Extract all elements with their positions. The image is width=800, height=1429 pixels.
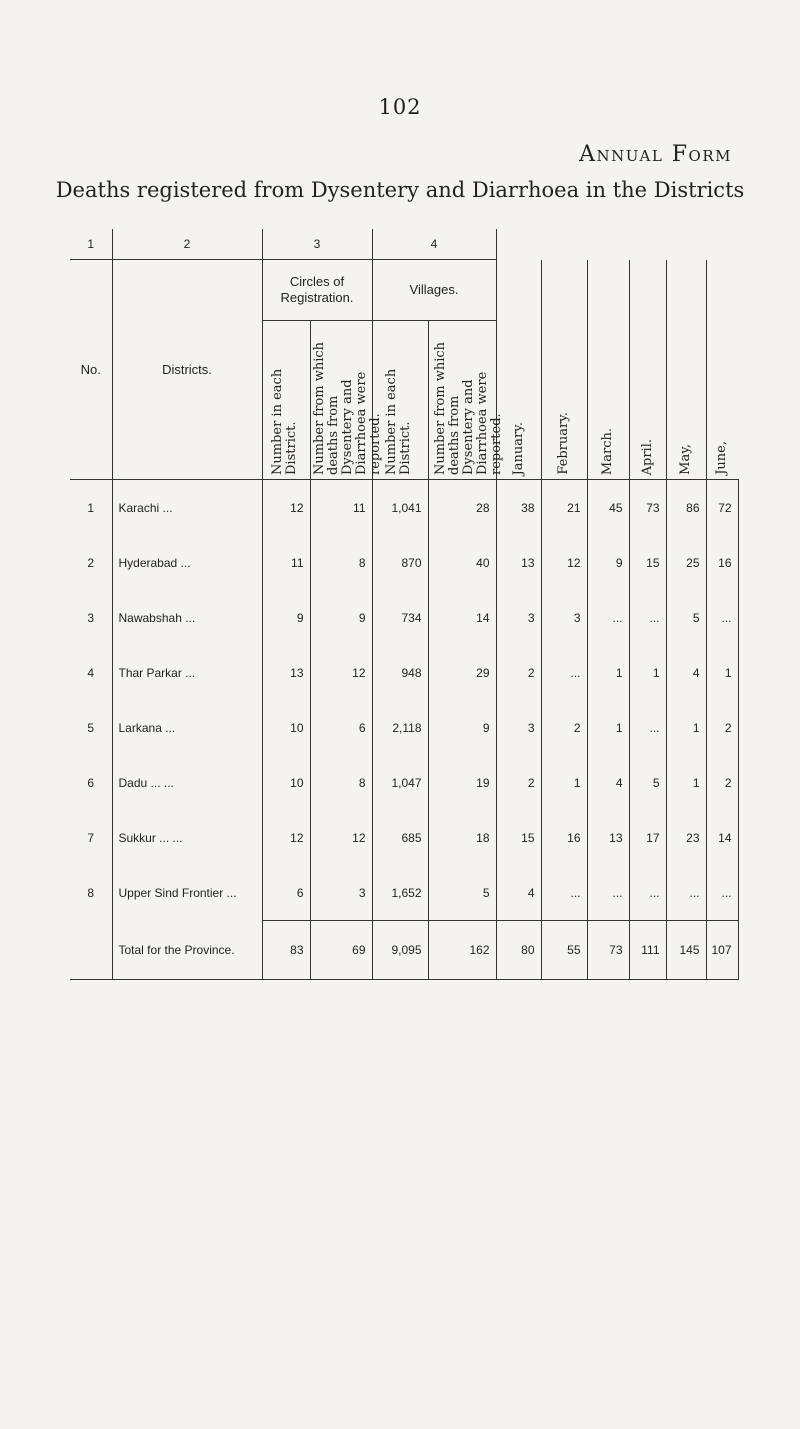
circles-group-header: Circles of Registration. <box>262 260 372 321</box>
table-cell: 12 <box>262 480 310 536</box>
month-cell: 4 <box>496 865 541 921</box>
month-cell: ... <box>706 865 738 921</box>
month-cell: 1 <box>541 755 587 810</box>
row-number: 7 <box>87 830 95 845</box>
month-cell: 25 <box>666 535 706 590</box>
month-cell: ... <box>541 645 587 700</box>
table-cell: 9 <box>428 700 496 755</box>
month-cell: 17 <box>629 810 666 865</box>
month-cell: 16 <box>541 810 587 865</box>
district-name: Nawabshah ... <box>112 590 262 645</box>
form-title: Annual Form <box>579 142 732 167</box>
table-row <box>70 535 738 590</box>
page-number: 102 <box>378 95 422 119</box>
month-cell: 9 <box>587 535 629 590</box>
table-cell: 18 <box>428 810 496 865</box>
month-cell: ... <box>541 865 587 921</box>
table-row <box>70 700 738 755</box>
table-cell: 6 <box>262 865 310 921</box>
month-cell: ... <box>629 700 666 755</box>
table-cell: 3 <box>310 865 372 921</box>
row-number: 5 <box>87 720 95 735</box>
month-cell: 3 <box>496 590 541 645</box>
month-cell: 2 <box>706 755 738 810</box>
circles-reported-header: Number from which deaths from Dysentery and Diarrhoea were reported. <box>312 341 383 475</box>
table-cell: 6 <box>310 700 372 755</box>
total-cell: 111 <box>629 921 666 980</box>
total-cell: 83 <box>262 921 310 980</box>
districts-header: Districts. <box>112 260 262 480</box>
row-number: 4 <box>87 665 95 680</box>
no-header: No. <box>70 260 112 480</box>
table-row <box>70 810 738 865</box>
table-cell: 1,047 <box>372 755 428 810</box>
total-cell: 80 <box>496 921 541 980</box>
district-name: Dadu ... ... <box>112 755 262 810</box>
table-cell: 1,041 <box>372 480 428 536</box>
month-cell: 1 <box>706 645 738 700</box>
table-cell: 14 <box>428 590 496 645</box>
month-cell: 1 <box>587 700 629 755</box>
total-cell: 9,095 <box>372 921 428 980</box>
month-cell: 1 <box>666 700 706 755</box>
month-cell: ... <box>629 590 666 645</box>
column-number: 1 <box>70 229 112 260</box>
villages-group-header: Villages. <box>372 260 496 321</box>
month-header: March. <box>600 427 615 475</box>
month-cell: ... <box>587 865 629 921</box>
table-row <box>70 590 738 645</box>
villages-reported-header: Number from which deaths from Dysentery and Diarrhoea were reported. <box>433 341 504 475</box>
column-number: 2 <box>112 229 262 260</box>
total-row <box>70 921 738 980</box>
month-header: January. <box>510 421 526 475</box>
total-cell: 55 <box>541 921 587 980</box>
table-cell: 19 <box>428 755 496 810</box>
total-label: Total for the Province. <box>112 921 262 980</box>
document-title: Deaths registered from Dysentery and Diarrhoea in the Districts <box>55 178 745 202</box>
month-cell: 1 <box>629 645 666 700</box>
table-cell: 29 <box>428 645 496 700</box>
month-cell: 5 <box>629 755 666 810</box>
month-cell: 21 <box>541 480 587 536</box>
column-number: 3 <box>262 229 372 260</box>
row-number: 6 <box>87 775 95 790</box>
table-cell: 8 <box>310 535 372 590</box>
month-header: May, <box>678 444 693 475</box>
month-cell: 45 <box>587 480 629 536</box>
table-cell: 9 <box>262 590 310 645</box>
district-name: Hyderabad ... <box>112 535 262 590</box>
month-cell: ... <box>666 865 706 921</box>
month-cell: ... <box>587 590 629 645</box>
month-cell: 12 <box>541 535 587 590</box>
deaths-table <box>70 229 738 980</box>
row-number: 8 <box>87 885 95 900</box>
table-cell: 28 <box>428 480 496 536</box>
month-cell: 2 <box>496 755 541 810</box>
table-cell: 734 <box>372 590 428 645</box>
table-row <box>70 755 738 810</box>
row-number: 1 <box>87 500 95 515</box>
month-cell: 3 <box>541 590 587 645</box>
table-cell: 9 <box>310 590 372 645</box>
total-cell: 107 <box>706 921 738 980</box>
table-row <box>70 865 738 921</box>
table-cell: 870 <box>372 535 428 590</box>
month-cell: 16 <box>706 535 738 590</box>
month-cell: 38 <box>496 480 541 536</box>
month-cell: 23 <box>666 810 706 865</box>
month-cell: 3 <box>496 700 541 755</box>
table-row <box>70 645 738 700</box>
month-cell: ... <box>706 590 738 645</box>
month-cell: 1 <box>587 645 629 700</box>
month-cell: 1 <box>666 755 706 810</box>
table-cell: 948 <box>372 645 428 700</box>
group-header-row <box>70 260 738 321</box>
month-cell: 5 <box>666 590 706 645</box>
district-name: Larkana ... <box>112 700 262 755</box>
villages-number-header: Number in each District. <box>384 368 413 475</box>
total-cell: 162 <box>428 921 496 980</box>
month-header: June, <box>714 441 730 475</box>
total-cell: 73 <box>587 921 629 980</box>
district-name: Upper Sind Frontier ... <box>112 865 262 921</box>
month-cell: 14 <box>706 810 738 865</box>
table-cell: 13 <box>262 645 310 700</box>
month-cell: ... <box>629 865 666 921</box>
month-cell: 13 <box>496 535 541 590</box>
table-cell: 8 <box>310 755 372 810</box>
table-cell: 1,652 <box>372 865 428 921</box>
total-cell: 145 <box>666 921 706 980</box>
table-cell: 10 <box>262 755 310 810</box>
district-name: Sukkur ... ... <box>112 810 262 865</box>
table-row <box>70 480 738 536</box>
table-cell: 12 <box>262 810 310 865</box>
column-number-row <box>70 229 738 260</box>
column-number: 4 <box>372 229 496 260</box>
table-cell: 12 <box>310 810 372 865</box>
month-cell: 2 <box>541 700 587 755</box>
table-cell: 10 <box>262 700 310 755</box>
row-number: 3 <box>87 610 95 625</box>
month-cell: 2 <box>496 645 541 700</box>
district-name: Karachi ... <box>112 480 262 536</box>
table-cell: 11 <box>310 480 372 536</box>
total-cell: 69 <box>310 921 372 980</box>
table-cell: 2,118 <box>372 700 428 755</box>
table-cell: 40 <box>428 535 496 590</box>
table-cell: 11 <box>262 535 310 590</box>
month-cell: 2 <box>706 700 738 755</box>
month-header: February. <box>556 412 571 475</box>
month-cell: 4 <box>666 645 706 700</box>
month-cell: 73 <box>629 480 666 536</box>
district-name: Thar Parkar ... <box>112 645 262 700</box>
month-cell: 72 <box>706 480 738 536</box>
month-cell: 86 <box>666 480 706 536</box>
month-header: April. <box>639 438 655 475</box>
row-number: 2 <box>87 555 95 570</box>
month-cell: 15 <box>629 535 666 590</box>
month-cell: 4 <box>587 755 629 810</box>
table-cell: 5 <box>428 865 496 921</box>
table-cell: 685 <box>372 810 428 865</box>
table-cell: 12 <box>310 645 372 700</box>
circles-number-header: Number in each District. <box>270 368 299 475</box>
month-cell: 13 <box>587 810 629 865</box>
month-cell: 15 <box>496 810 541 865</box>
